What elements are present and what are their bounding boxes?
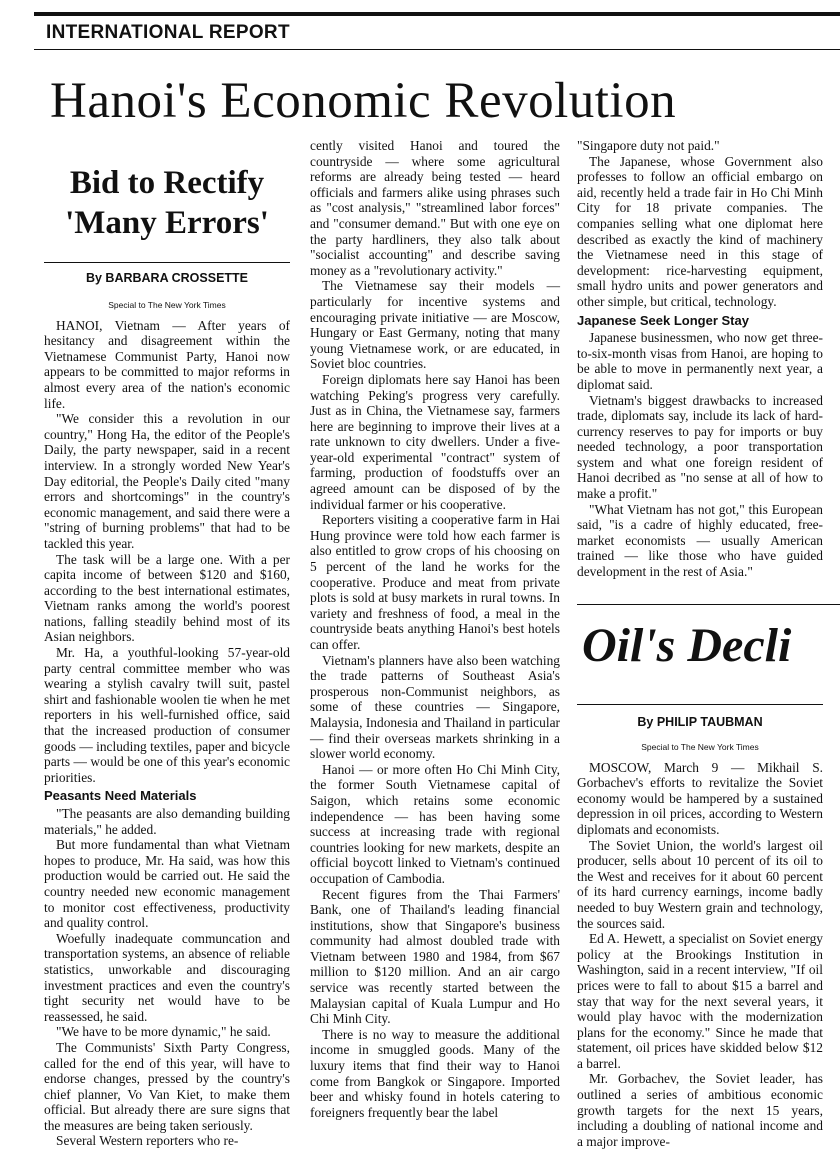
article2-column [577, 738, 823, 1149]
paragraph: "We consider this a revolution in our country," Hong Ha, the editor of the People's Daily, the party newspaper, said in a recent interview. In a strongly worded New Year's Day editorial, the People's Daily cited "many errors and shortcomings" in the country's economic management, and said there were a "string of burning problems" that had to be tackled this year. [44, 411, 290, 551]
article1-column-1 [44, 296, 290, 1149]
column-body [577, 760, 823, 1149]
main-headline: Hanoi's Economic Revolution [50, 73, 677, 129]
paragraph: Japanese businessmen, who now get three-to-six-month visas from Hanoi, are hoping to be able to move in permanently next year, a diplomat said. [577, 330, 823, 392]
article2-byline: By PHILIP TAUBMAN [637, 715, 763, 729]
column-body [310, 138, 560, 1120]
paragraph: Ed A. Hewett, a specialist on Soviet energy policy at the Brookings Institution in Washington, said in a recent interview, "If oil prices were to fall to about $15 a barrel and stay that way for the next several years, it would play havoc with the modernization plans for the economy." Since he made that statement, oil prices have skidded below $12 a barrel. [577, 931, 823, 1071]
paragraph: Mr. Ha, a youthful-looking 57-year-old party central committee member who was wearing a stylish cavalry twill suit, pastel shirt and fashionable woolen tie when he met reporters in his well-furnished office, said that the increased production of consumer goods — including textiles, paper and bicycle parts — would be one of this year's economic priorities. [44, 645, 290, 785]
section-label: INTERNATIONAL REPORT [46, 22, 290, 43]
column-body [577, 138, 823, 580]
article1-byline: By BARBARA CROSSETTE [85, 271, 249, 285]
paragraph: The Soviet Union, the world's largest oil producer, sells about 10 percent of its oil to the West and receives for it about 60 percent of its hard currency earnings, income badly needed to buy Western grain and technology, the sources said. [577, 837, 823, 931]
paragraph: HANOI, Vietnam — After years of hesitancy and disagreement within the Vietnamese Communist Party, Hanoi now appears to be committed to major reforms in almost every area of the nation's economic life. [44, 317, 290, 411]
section-rule [34, 49, 840, 50]
article1-credit: Special to The New York Times [108, 300, 226, 310]
paragraph: Mr. Gorbachev, the Soviet leader, has outlined a series of ambitious economic growth targets for the next 15 years, including a doubling of national income and a major improve- [577, 1071, 823, 1149]
paragraph: The Communists' Sixth Party Congress, called for the end of this year, will have to endorse changes, pressed by the country's chief planner, Vo Van Kiet, to make them official. But already there are sure signs that the measures are being taken seriously. [44, 1039, 290, 1133]
paragraph: "What Vietnam has not got," this European said, "is a cadre of highly educated, free-market economists — usually American trained — like those who have guided development in the rest of Asia." [577, 501, 823, 580]
paragraph: Reporters visiting a cooperative farm in Hai Hung province were told how each farmer is also entitled to grow crops of his choosing on 5 percent of the land he works for the cooperative. Produce and meat from private plots is sold at busy markets in rural towns. In variety and freshness of food, a meal in the countryside beats anything Hanoi's best hotels can offer. [310, 512, 560, 652]
paragraph: Hanoi — or more often Ho Chi Minh City, the former South Vietnamese capital of Saigon, which retains some economic independence — has been having some success at increasing trade with regional countries looking for new markets, despite an official boycott linked to Vietnam's continued occupation of Cambodia. [310, 761, 560, 886]
article1-column-3 [577, 138, 823, 594]
paragraph: The task will be a large one. With a per capita income of between $120 and $160, according to the best international estimates, Vietnam ranks among the world's poorest nations, falling steadily behind most of its Asian neighbors. [44, 551, 290, 645]
article1-kicker: Bid to Rectify 'Many Errors' [65, 165, 269, 241]
paragraph: The Vietnamese say their models — particularly for incentive systems and encouraging private initiative — are Moscow, Hungary or East Germany, noting that many young Vietnamese work, or are educated, in Soviet bloc countries. [310, 278, 560, 372]
byline-rule [577, 704, 823, 705]
paragraph: "Singapore duty not paid." [577, 138, 720, 153]
paragraph: There is no way to measure the additional income in smuggled goods. Many of the luxury items that find their way to Hanoi come from Bangkok or Singapore. Imported beer and whisky found in hotels catering to foreigners frequently bear the label [310, 1026, 560, 1120]
paragraph: Recent figures from the Thai Farmers' Bank, one of Thailand's leading financial institutions, show that Singapore's business community had almost doubled trade with Vietnam between 1980 and 1984, from $67 million to $120 million. And an air cargo service was recently started between the Malaysian capital of Kuala Lumpur and Ho Chi Minh City. [310, 886, 560, 1027]
subhead: Japanese Seek Longer Stay [577, 312, 749, 328]
kicker-rule [44, 262, 290, 263]
article2-rule [577, 604, 840, 605]
article2-credit: Special to The New York Times [641, 742, 759, 752]
paragraph: "We have to be more dynamic," he said. [56, 1024, 271, 1040]
paragraph: Several Western reporters who re- [56, 1133, 239, 1149]
paragraph: Woefully inadequate communcation and transportation systems, an absence of reliable statistics, unworkable and discouraging investment practices and even the country's tight security net would have to be reassessed, he said. [44, 930, 290, 1024]
paragraph: The Japanese, whose Government also professes to follow an official embargo on aid, recently held a trade fair in Ho Chi Minh City for 18 private companies. The companies selling what one diplomat here described as exactly the kind of machinery the Vietnamese need in this stage of development: rice-harvesting equipment, small hydro units and power generators and other simple, but critical, technology. [577, 153, 823, 309]
paragraph: Foreign diplomats here say Hanoi has been watching Peking's progress very carefully. Just as in China, the Vietnamese say, farmers here are beginning to improve their lives at a rate unknown to city dwellers. Under a five-year-old experimental "contract" system of farming, production of foodstuffs over an agreed amount can be disposed of by the individual farmer or his cooperative. [310, 371, 560, 512]
paragraph: But more fundamental than what Vietnam hopes to produce, Mr. Ha said, was how this production would be carried out. He said the country needed new economic management to monitor cost effectiveness, productivity and quality control. [44, 837, 290, 931]
article1-column-2 [310, 138, 560, 1138]
paragraph: Vietnam's planners have also been watching the trade patterns of Southeast Asia's prosperous non-Communist neighbors, as some of these countries — Singapore, Malaysia, Indonesia and Thailand in particular — find their overseas markets shrinking in a slower world economy. [310, 652, 560, 762]
subhead: Peasants Need Materials [44, 788, 197, 804]
column-body [44, 318, 290, 1149]
paragraph: "The peasants are also demanding building materials," he added. [44, 806, 290, 837]
paragraph: cently visited Hanoi and toured the countryside — where some agricultural reforms are already being tested — heard officials and farmers alike using phrases such as "cost analysis," "streamlined labor forces" and "consumer demand." But with one eye on the party hardliners, they also talk about "socialist accounting" and describe saving money as a "revolutionary activity." [310, 138, 560, 278]
paragraph: Vietnam's biggest drawbacks to increased trade, diplomats say, include its lack of hard-currency reserves to pay for imports or buy needed technology, a poor transportation system and what one foreign resident of Hanoi decribed as "no sense at all of how to make a profit." [577, 392, 823, 502]
article2-headline: Oil's Decli [582, 619, 792, 672]
top-rule [34, 12, 840, 16]
paragraph: MOSCOW, March 9 — Mikhail S. Gorbachev's efforts to revitalize the Soviet economy would be hampered by a sustained depression in oil prices, according to Western diplomats and economists. [577, 759, 823, 837]
